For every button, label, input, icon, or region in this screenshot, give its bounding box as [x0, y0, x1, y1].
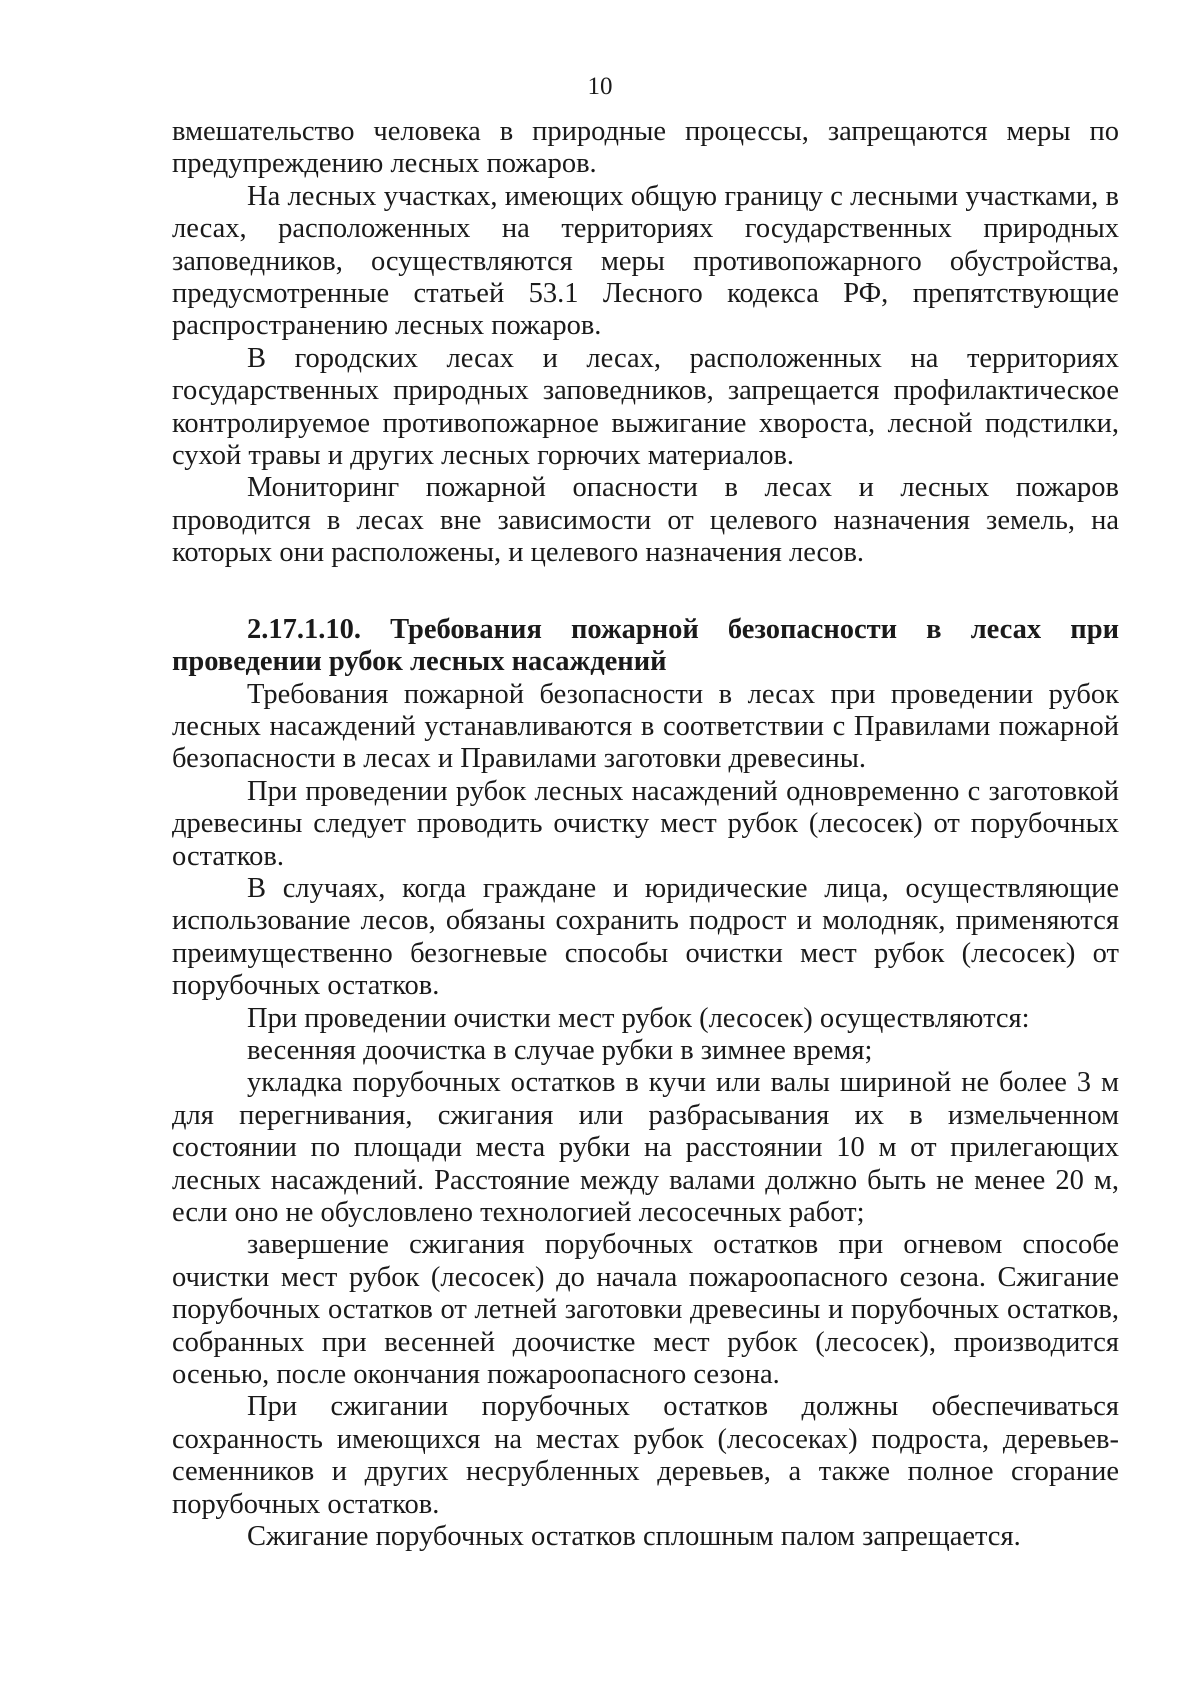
paragraph-continuation: вмешательство человека в природные процессы, запрещаются меры по предупреждению лесных пожаров.	[172, 116, 1119, 180]
paragraph: Сжигание порубочных остатков сплошным палом запрещается.	[247, 1521, 1021, 1553]
document-body	[172, 116, 1119, 1553]
paragraph: В городских лесах и лесах, расположенных на территориях государственных природных заповедников, запрещается профилактическое контролируемое противопожарное выжигание хвороста, лесной подстилки, сухой травы и других лесных горючих материалов.	[172, 342, 1119, 472]
paragraph: При проведении очистки мест рубок (лесосек) осуществляются:	[247, 1002, 1030, 1034]
paragraph: При проведении рубок лесных насаждений одновременно с заготовкой древесины следует проводить очистку мест рубок (лесосек) от порубочных остатков.	[172, 775, 1119, 872]
list-item: весенняя доочистка в случае рубки в зимнее время;	[247, 1034, 873, 1066]
list-item: укладка порубочных остатков в кучи или валы шириной не более 3 м для перегнивания, сжигания или разбрасывания их в измельченном состоянии по площади места рубки на расстоянии 10 м от прилегающих лесных насаждений. Расстояние между валами должно быть не менее 20 м, если оно не обусловлено технологией лесосечных работ;	[172, 1067, 1119, 1228]
paragraph: В случаях, когда граждане и юридические лица, осуществляющие использование лесов, обязаны сохранить подрост и молодняк, применяются преимущественно безогневые способы очистки мест рубок (лесосек) от порубочных остатков.	[172, 872, 1119, 1002]
paragraph: Требования пожарной безопасности в лесах при проведении рубок лесных насаждений устанавливаются в соответствии с Правилами пожарной безопасности в лесах и Правилами заготовки древесины.	[172, 678, 1119, 775]
paragraph: На лесных участках, имеющих общую границу с лесными участками, в лесах, расположенных на территориях государственных природных заповедников, осуществляются меры противопожарного обустройства, предусмотренные статьей 53.1 Лесного кодекса РФ, препятствующие распространению лесных пожаров.	[172, 180, 1119, 342]
paragraph: При сжигании порубочных остатков должны обеспечиваться сохранность имеющихся на местах рубок (лесосеках) подроста, деревьев-семенников и других несрубленных деревьев, а также полное сгорание порубочных остатков.	[172, 1391, 1119, 1520]
section-heading: 2.17.1.10. Требования пожарной безопасности в лесах при проведении рубок лесных насаждений	[172, 613, 1119, 678]
section-spacer	[172, 570, 1119, 614]
paragraph: Мониторинг пожарной опасности в лесах и лесных пожаров проводится в лесах вне зависимости от целевого назначения земель, на которых они расположены, и целевого назначения лесов.	[172, 472, 1119, 569]
list-item: завершение сжигания порубочных остатков при огневом способе очистки мест рубок (лесосек) до начала пожароопасного сезона. Сжигание порубочных остатков от летней заготовки древесины и порубочных остатков, собранных при весенней доочистке мест рубок (лесосек), производится осенью, после окончания пожароопасного сезона.	[172, 1229, 1119, 1391]
page-number: 10	[587, 73, 613, 100]
